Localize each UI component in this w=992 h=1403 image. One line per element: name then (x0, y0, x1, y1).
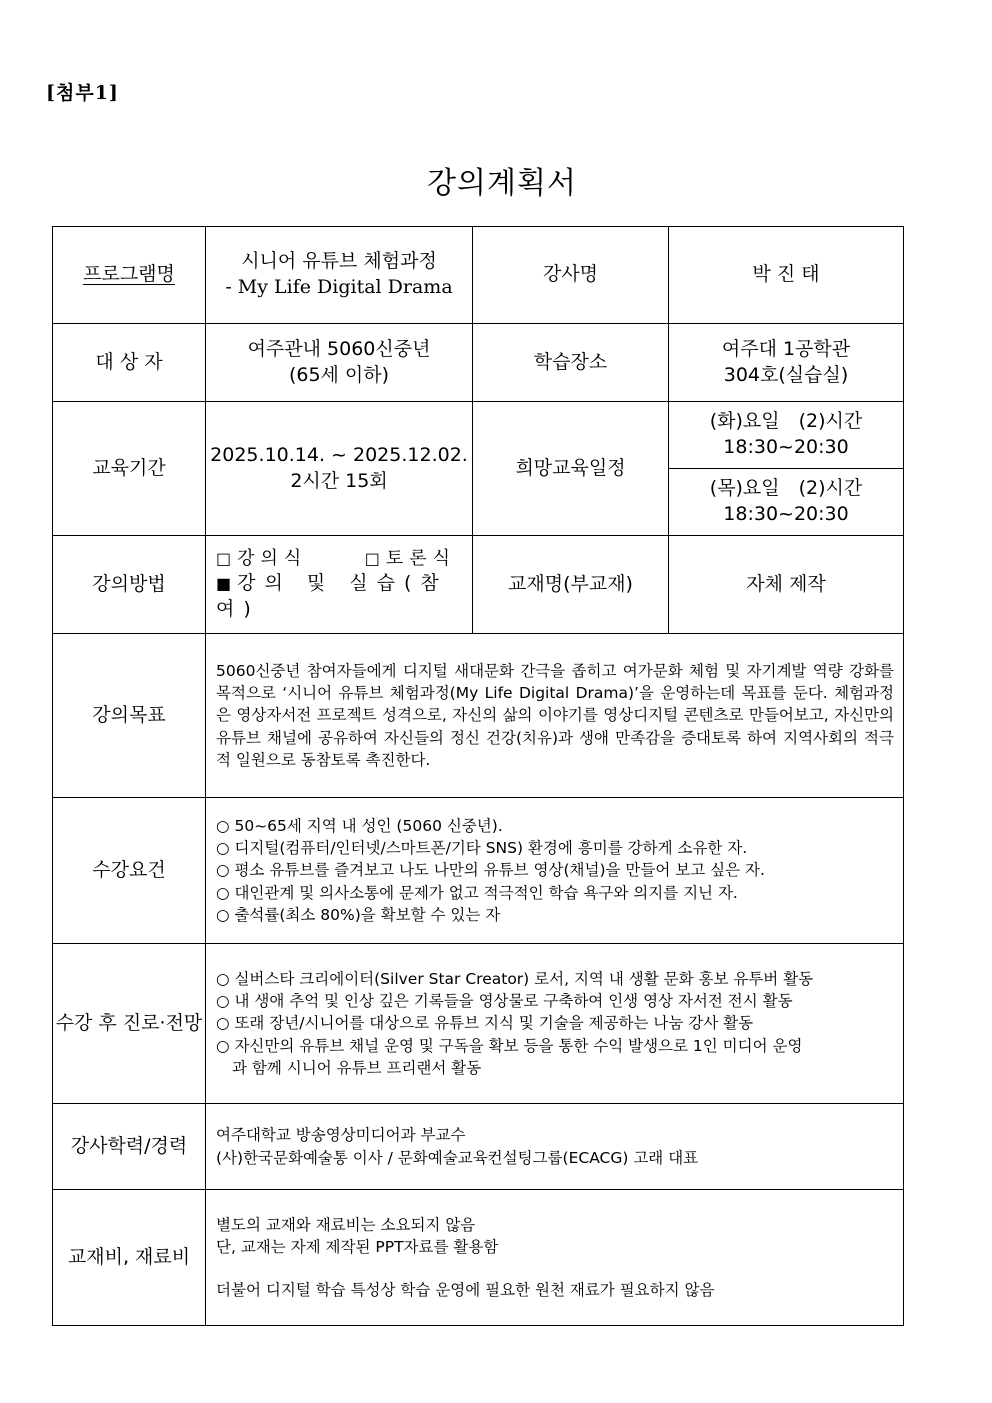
program-name-line2: - My Life Digital Drama (225, 276, 453, 298)
row-career (53, 944, 904, 1104)
schedule-label: 희망교육일정 (473, 402, 669, 536)
row-method (53, 536, 904, 634)
requirements-cell (206, 798, 904, 944)
method-options-cell (206, 536, 473, 634)
target-label: 대 상 자 (53, 324, 206, 402)
bio-line: (사)한국문화예술통 이사 / 문화예술교육컨설팅그룹(ECACG) 고래 대표 (216, 1148, 699, 1167)
objective-text: 5060신중년 참여자들에게 디지털 새대문화 간극을 좁히고 여가문화 체험 및 자기계발 역량 강화를 목적으로 ‘시니어 유튜브 체험과정(My Life Digital Drama)’을 운영하는데 목표를 둔다. 체험과정은 영상자서전 프로젝트 성격으로, 자신의 삶의 이야기를 영상디지털 콘텐츠로 만들어보고, 자신만의 유튜브 채널에 공유하여 자신들의 정신 건강(치유)과 생애 만족감을 증대토록 하여 지역사회의 적극적 일원으로 동참토록 촉진한다. (216, 662, 894, 769)
instructor-name: 박 진 태 (669, 227, 904, 324)
row-objective (53, 634, 904, 798)
place-line1: 여주대 1공학관 (721, 337, 851, 360)
row-requirements (53, 798, 904, 944)
option-discussion: 토론식 (385, 547, 457, 569)
career-label: 수강 후 진로·전망 (53, 944, 206, 1104)
requirement-item: ○ 디지털(컴퓨터/인터넷/스마트폰/기타 SNS) 환경에 흥미를 강하게 소유한 자. (216, 839, 748, 858)
page-title: 강의계획서 (427, 166, 577, 201)
attachment-label: [첨부1] (46, 82, 119, 104)
objective-label: 강의목표 (53, 634, 206, 798)
schedule2-time: 18:30~20:30 (723, 503, 849, 525)
textbook-value: 자체 제작 (669, 536, 904, 634)
row-program (53, 227, 904, 324)
program-name-line1: 시니어 유튜브 체험과정 (241, 250, 437, 273)
career-cell (206, 944, 904, 1104)
cost-spacer (216, 1259, 894, 1279)
bio-label: 강사학력/경력 (53, 1104, 206, 1190)
period-dates: 2025.10.14. ~ 2025.12.02. (210, 443, 468, 466)
place-label: 학습장소 (473, 324, 669, 402)
option-lecture: 강의식 (237, 547, 308, 569)
instructor-label: 강사명 (473, 227, 669, 324)
checkbox-discussion[interactable]: □ (364, 548, 380, 568)
place-cell (669, 324, 904, 402)
requirements-label: 수강요건 (53, 798, 206, 944)
schedule1-cell (669, 402, 904, 469)
method-label: 강의방법 (53, 536, 206, 634)
period-cell (206, 402, 473, 536)
bio-cell (206, 1104, 904, 1190)
career-item: ○ 자신만의 유튜브 채널 운영 및 구독을 확보 등을 통한 수익 발생으로 1인 미디어 운영 (216, 1036, 803, 1055)
schedule2-cell (669, 469, 904, 536)
period-label: 교육기간 (53, 402, 206, 536)
row-target (53, 324, 904, 402)
requirement-item: ○ 출석률(최소 80%)을 확보할 수 있는 자 (216, 905, 501, 924)
career-item: ○ 또래 장년/시니어를 대상으로 유튜브 지식 및 기술을 제공하는 나눔 강사 활동 (216, 1014, 754, 1033)
lecture-plan-table (52, 226, 904, 1326)
requirement-item: ○ 평소 유튜브를 즐겨보고 나도 나만의 유튜브 영상(채널)을 만들어 보고 싶은 자. (216, 861, 765, 880)
program-label: 프로그램명 (83, 263, 175, 286)
option-practice: 강의 및 실습(참여) (216, 572, 448, 620)
checkbox-lecture[interactable]: □ (216, 548, 232, 568)
program-label-cell (53, 227, 206, 324)
row-cost (53, 1190, 904, 1326)
target-cell (206, 324, 473, 402)
program-name-cell (206, 227, 473, 324)
career-item: ○ 실버스타 크리에이터(Silver Star Creator) 로서, 지역 내 생활 문화 홍보 유투버 활동 (216, 970, 814, 989)
cost-line: 별도의 교재와 재료비는 소요되지 않음 (216, 1216, 476, 1235)
cost-label: 교재비, 재료비 (53, 1190, 206, 1326)
row-instructor-bio (53, 1104, 904, 1190)
requirement-item: ○ 대인관계 및 의사소통에 문제가 없고 적극적인 학습 욕구와 의지를 지닌 자. (216, 883, 738, 902)
target-line2: (65세 이하) (288, 363, 390, 386)
schedule1-day: (화)요일 (2)시간 (709, 410, 863, 433)
period-sessions: 2시간 15회 (290, 469, 388, 492)
career-item-continuation: 과 함께 시니어 유튜브 프리랜서 활동 (232, 1058, 482, 1077)
method-row1 (216, 547, 472, 571)
cost-line: 단, 교재는 자제 제작된 PPT자료를 활용함 (216, 1238, 499, 1257)
schedule1-time: 18:30~20:30 (723, 436, 849, 458)
cost-cell (206, 1190, 904, 1326)
objective-cell (206, 634, 904, 798)
requirement-item: ○ 50~65세 지역 내 성인 (5060 신중년). (216, 817, 503, 836)
cost-line: 더불어 디지털 학습 특성상 학습 운영에 필요한 원천 재료가 필요하지 않음 (216, 1280, 715, 1299)
textbook-label: 교재명(부교재) (473, 536, 669, 634)
method-row2 (216, 571, 472, 622)
target-line1: 여주관내 5060신중년 (247, 337, 431, 360)
place-line2: 304호(실습실) (723, 363, 849, 386)
career-item: ○ 내 생애 추억 및 인상 깊은 기록들을 영상물로 구축하여 인생 영상 자서전 전시 활동 (216, 992, 793, 1011)
bio-line: 여주대학교 방송영상미디어과 부교수 (216, 1126, 466, 1145)
schedule2-day: (목)요일 (2)시간 (709, 477, 863, 500)
row-period (53, 402, 904, 469)
checkbox-practice[interactable]: ■ (216, 574, 232, 593)
